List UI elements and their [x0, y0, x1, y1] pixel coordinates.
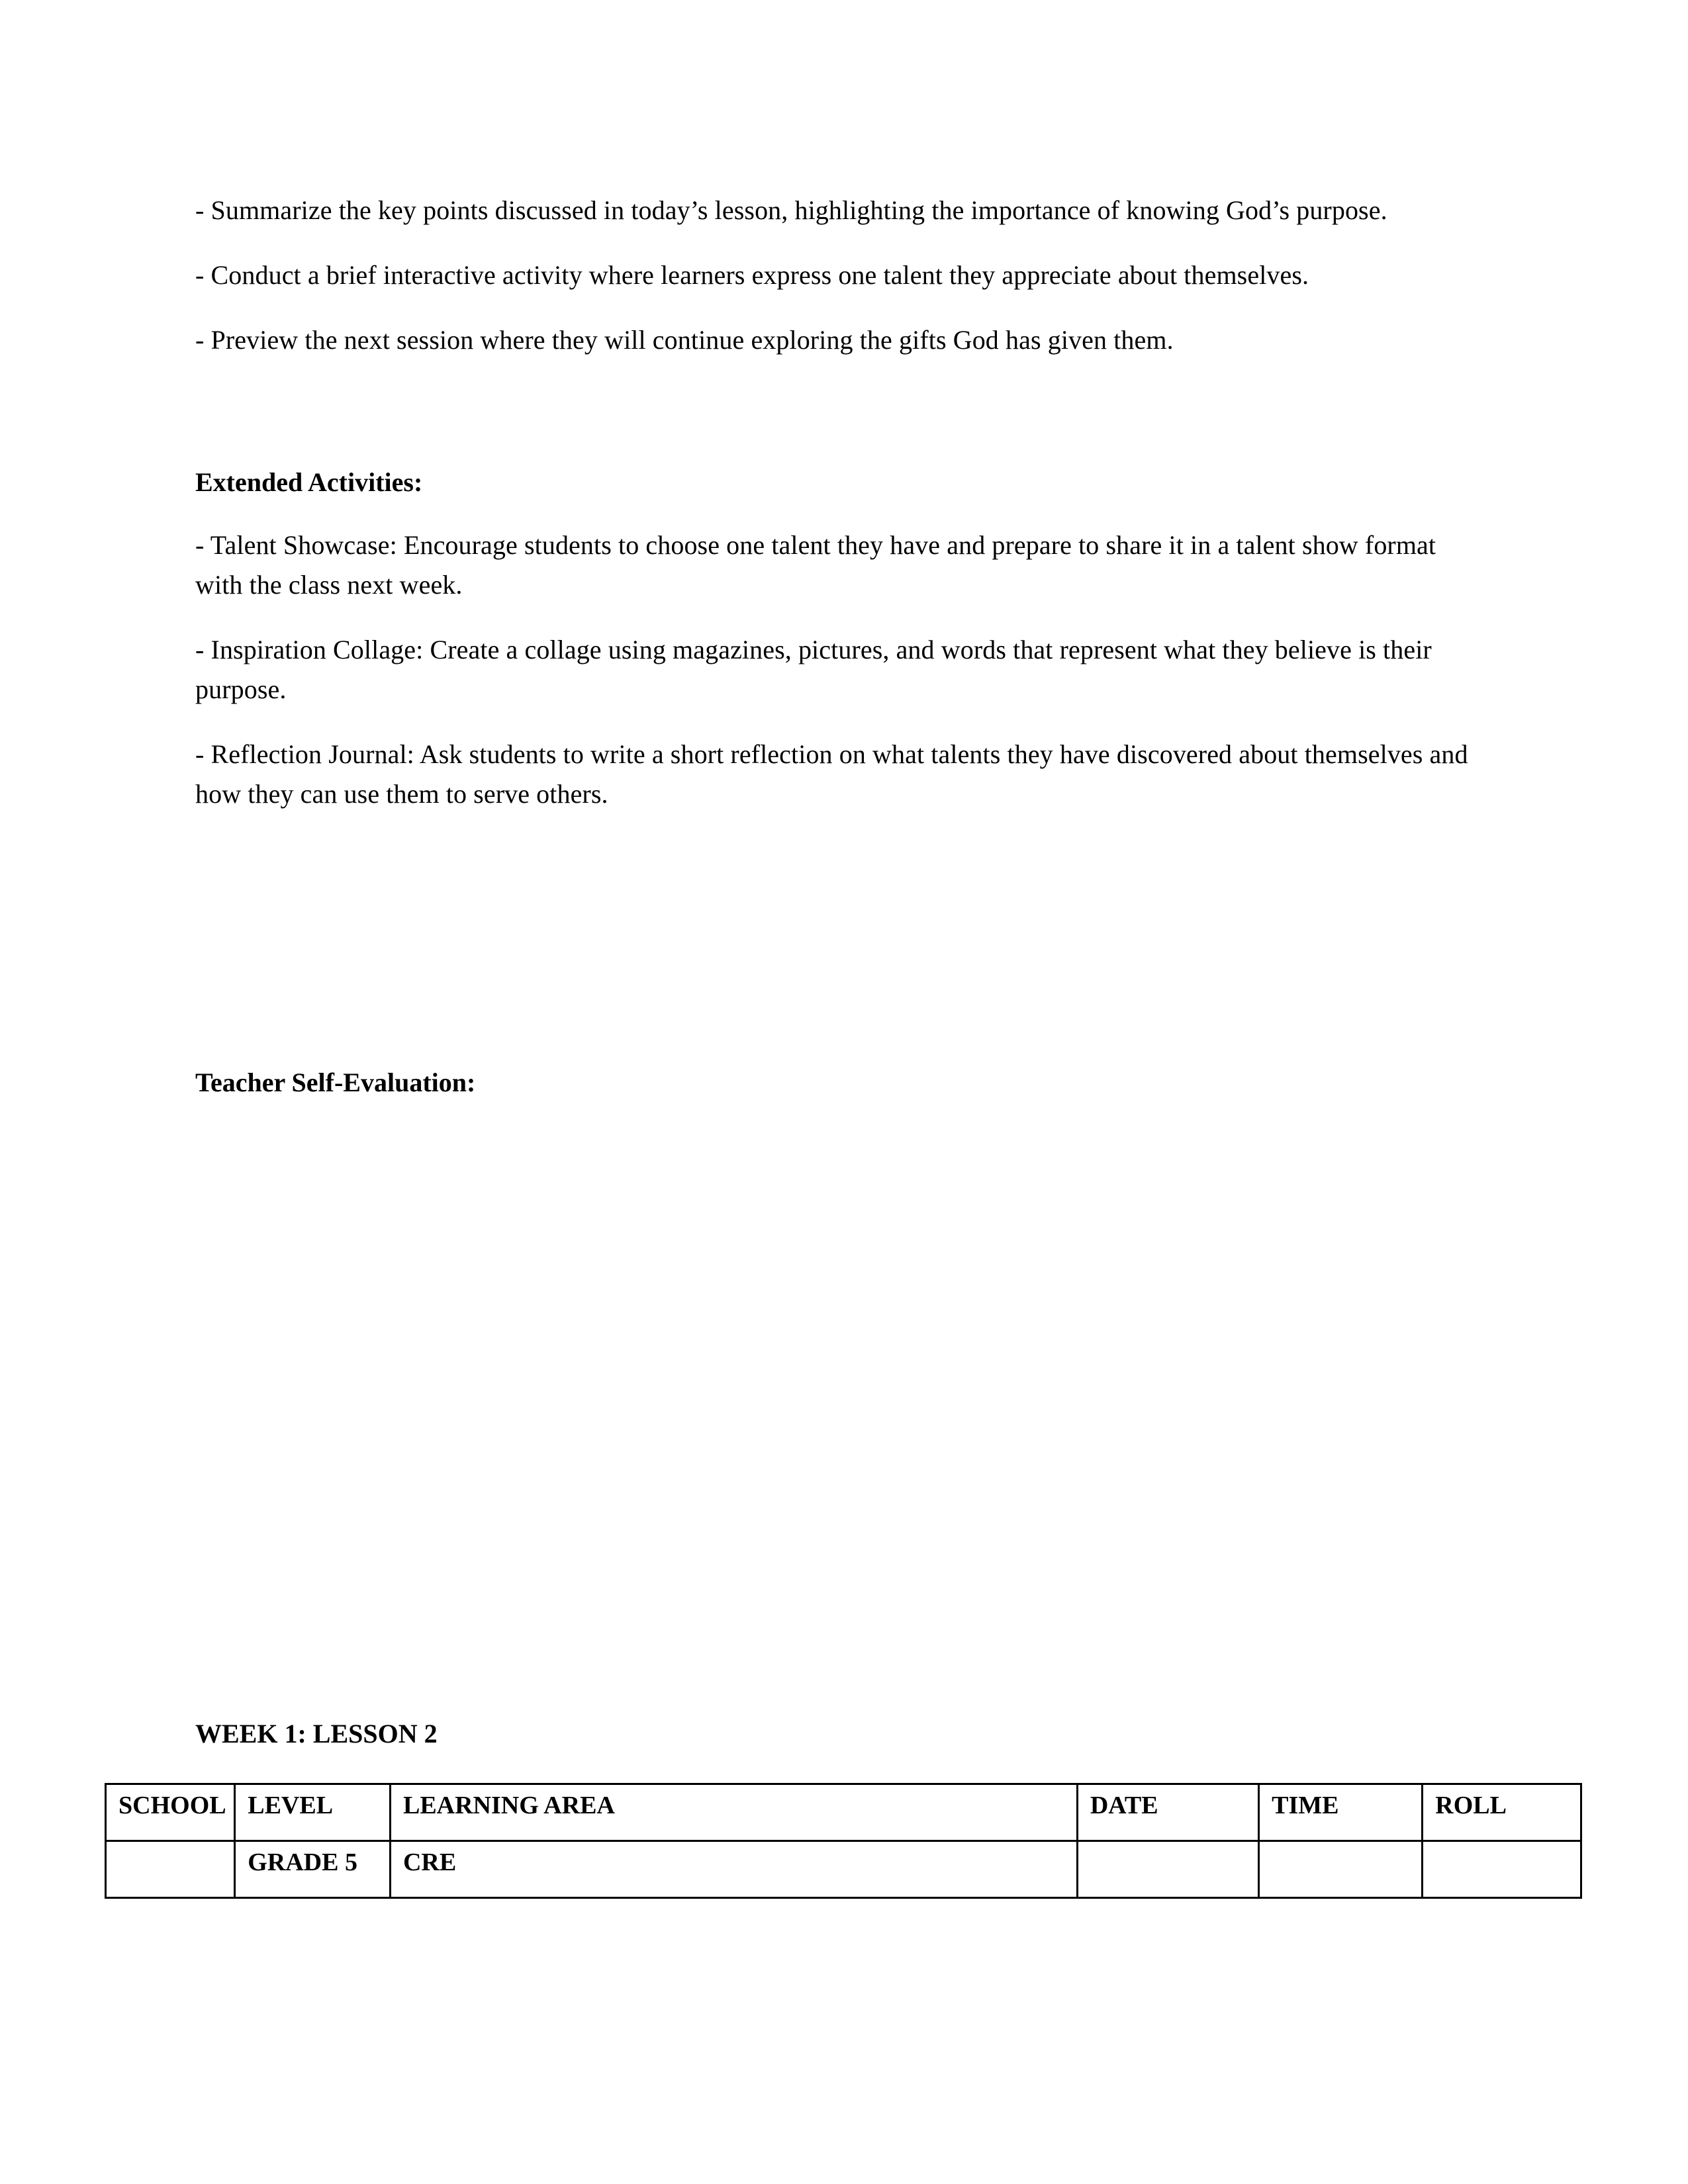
table-header-time: TIME — [1259, 1784, 1423, 1841]
table-header-level: LEVEL — [235, 1784, 391, 1841]
table-header-learning-area: LEARNING AREA — [390, 1784, 1077, 1841]
lesson-body-column — [195, 191, 1473, 814]
table-cell-date[interactable] — [1077, 1841, 1258, 1898]
closing-activity-paragraph-3: - Preview the next session where they will continue exploring the gifts God has given them. — [195, 325, 1174, 355]
teacher-self-evaluation-heading: Teacher Self-Evaluation: — [195, 1068, 476, 1097]
table-cell-school[interactable] — [106, 1841, 235, 1898]
table-cell-level[interactable]: GRADE 5 — [235, 1841, 391, 1898]
table-header-school: SCHOOL — [106, 1784, 235, 1841]
table-cell-time[interactable] — [1259, 1841, 1423, 1898]
lesson-details-table-wrapper — [105, 1783, 1582, 1899]
table-header-roll: ROLL — [1423, 1784, 1581, 1841]
table-row — [106, 1841, 1581, 1898]
closing-activity-paragraph-1: - Summarize the key points discussed in today’s lesson, highlighting the importance of knowing God’s purpose. — [195, 195, 1387, 225]
lesson-details-table — [105, 1783, 1582, 1899]
table-header-date: DATE — [1077, 1784, 1258, 1841]
table-cell-roll[interactable] — [1423, 1841, 1581, 1898]
week-lesson-heading: WEEK 1: LESSON 2 — [195, 1719, 438, 1749]
extended-activity-paragraph-2: - Inspiration Collage: Create a collage using magazines, pictures, and words that represent what they believe is their purpose. — [195, 635, 1432, 704]
extended-activity-paragraph-3: - Reflection Journal: Ask students to write a short reflection on what talents they have discovered about themselves and how they can use them to serve others. — [195, 739, 1468, 809]
closing-activity-paragraph-2: - Conduct a brief interactive activity where learners express one talent they appreciate about themselves. — [195, 260, 1309, 290]
extended-activities-heading: Extended Activities: — [195, 467, 423, 497]
section-spacer — [195, 385, 1473, 463]
table-cell-learning-area[interactable]: CRE — [390, 1841, 1077, 1898]
extended-activity-paragraph-1: - Talent Showcase: Encourage students to choose one talent they have and prepare to share it in a talent show format with the class next week. — [195, 530, 1436, 600]
table-header-row — [106, 1784, 1581, 1841]
